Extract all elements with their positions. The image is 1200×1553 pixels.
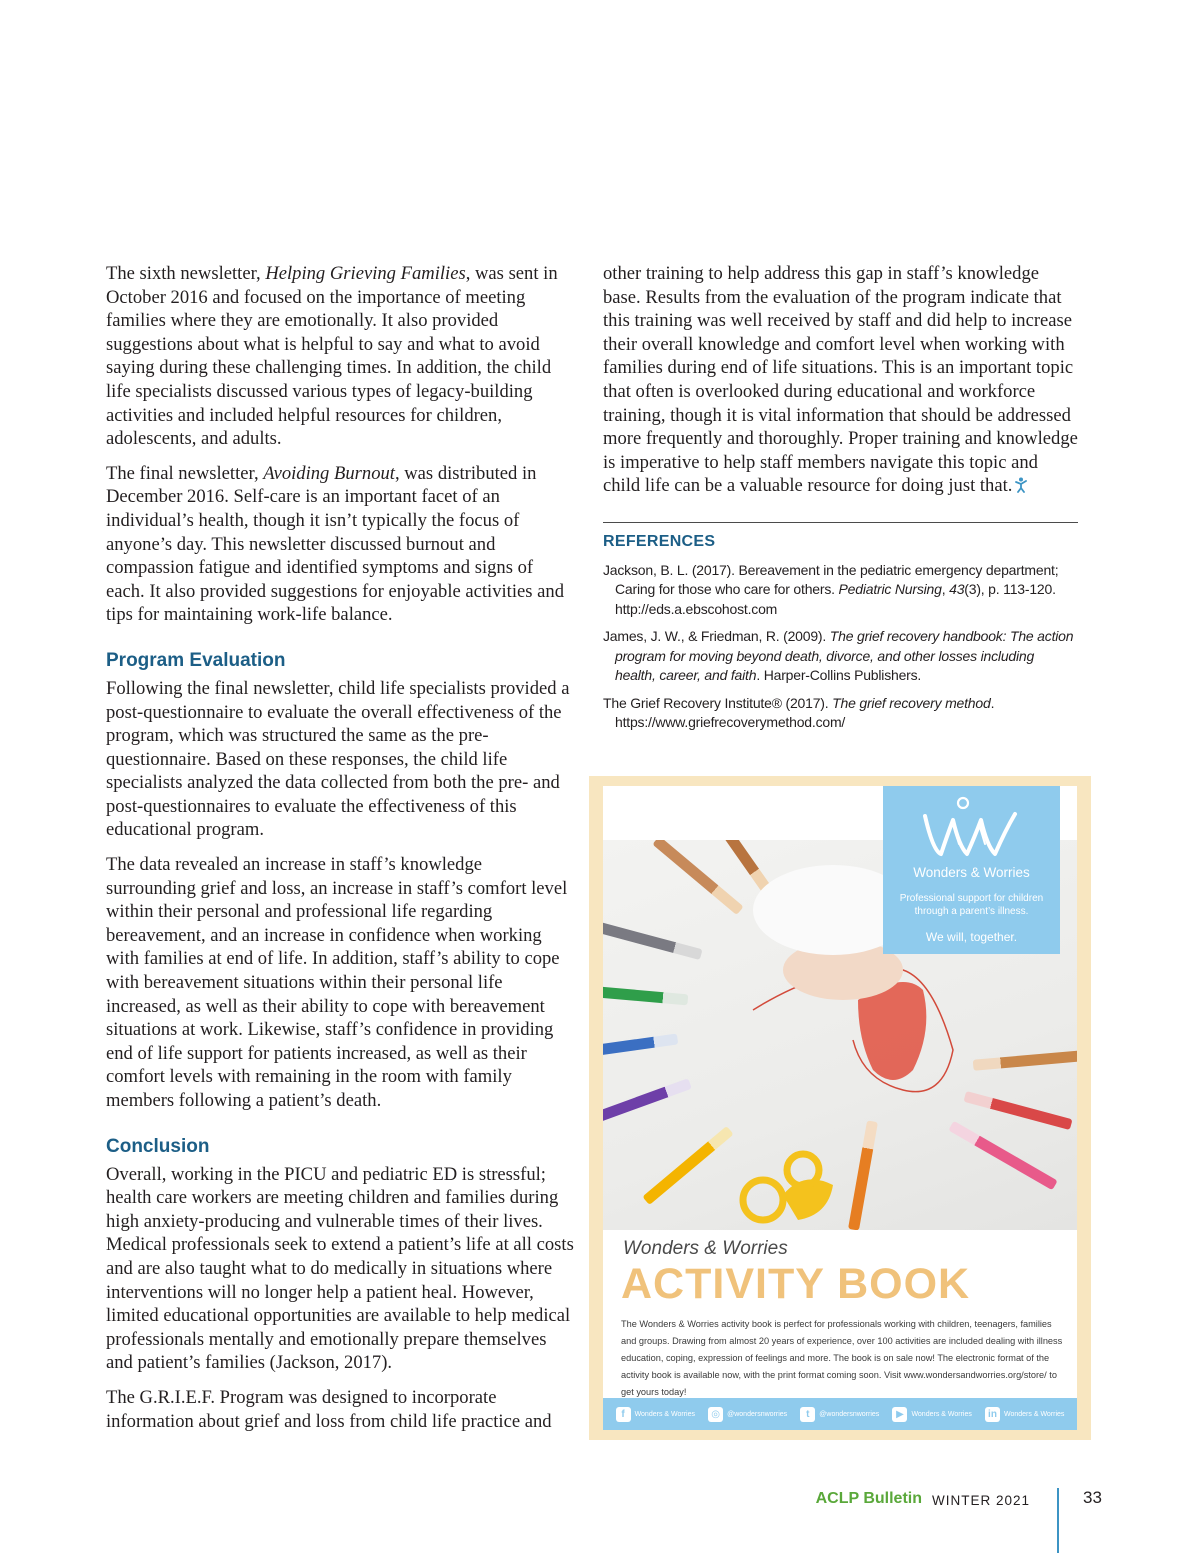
reference-jackson: Jackson, B. L. (2017). Bereavement in the pediatric emergency department; Caring for those who care for others. Pediatric Nursing, 43(3), p. 113-120. http://eds.a.ebscohost.com	[603, 561, 1059, 617]
footer-divider	[1057, 1488, 1059, 1553]
references-divider	[603, 522, 1078, 523]
paragraph-data-revealed: The data revealed an increase in staff’s knowledge surrounding grief and loss, an increase in staff’s comfort level within their personal and professional life regarding bereavement, and an increase in confidence when working with families at end of life. In addition, staff’s ability to cope with bereavement situations within their personal life increased, as well as their ability to cope with bereavement situations at work. Likewise, staff’s confidence in providing end of life support for patients increased, as well as their comfort levels with remaining in the room with family members following a patient’s death.	[106, 854, 568, 1111]
social-facebook[interactable]: f Wonders & Worries	[616, 1407, 695, 1422]
paragraph-other-training: other training to help address this gap in staff’s knowledge base. Results from the evaluation of the program indicate that this training was well received by staff and did help to increase their overall knowledge and comfort level when working with families during end of life situations. This is an important topic that often is overlooked during educational and workforce training, though it is vital information that should be addressed more frequently and thoroughly. Proper training and knowledge is imperative to help staff members navigate this topic and child life can be a valuable resource for doing just that.	[603, 262, 1078, 500]
logo-tagline: Professional support for children through a parent’s illness.	[899, 893, 1044, 917]
facebook-icon: f	[616, 1407, 631, 1422]
ad-subtitle: Wonders & Worries	[623, 1238, 788, 1259]
references-heading: REFERENCES	[603, 532, 716, 550]
social-linkedin[interactable]: in Wonders & Worries	[985, 1407, 1064, 1422]
advertisement-panel	[603, 786, 1077, 1430]
linkedin-icon: in	[985, 1407, 1000, 1422]
heading-program-evaluation: Program Evaluation	[106, 649, 286, 671]
page-footer	[0, 1488, 1200, 1548]
issue-season: WINTER 2021	[931, 1493, 1030, 1508]
social-youtube[interactable]: ▶ Wonders & Worries	[892, 1407, 971, 1422]
wonders-and-worries-logo	[883, 786, 1060, 954]
youtube-icon: ▶	[892, 1407, 907, 1422]
newsletter-title-avoiding-burnout: Avoiding Burnout	[263, 462, 395, 484]
wonders-and-worries-logo-mark	[923, 796, 1020, 862]
ad-description: The Wonders & Worries activity book is perfect for professionals working with children, teenagers, families and groups. Drawing from almost 20 years of experience, over 100 activities are included dealing with illness education, coping, expression of feelings and more. The book is on sale now! The electronic format of the activity book is available now, with the print format coming soon. Visit www.wondersandworries.org/store/ to get yours today!	[621, 1319, 1063, 1397]
reference-james-friedman: James, J. W., & Friedman, R. (2009). The grief recovery handbook: The action program for moving beyond death, divorce, and other losses including health, career, and faith. Harper-Collins Publishers.	[603, 628, 1074, 684]
social-twitter[interactable]: t @wondersnworries	[800, 1407, 879, 1422]
social-instagram[interactable]: ◎ @wondersnworries	[708, 1407, 787, 1422]
paragraph-sixth-newsletter: The sixth newsletter, Helping Grieving Families, was sent in October 2016 and focused on the importance of meeting families where they are emotionally. It also provided suggestions about what is helpful to say and what to avoid saying during these challenging times. In addition, the child life specialists discussed various types of legacy-building activities and included helpful resources for children, adolescents, and adults.	[106, 263, 558, 450]
activity-book-advertisement	[589, 776, 1091, 1440]
logo-slogan: We will, together.	[925, 930, 1018, 944]
paragraph-grief-program: The G.R.I.E.F. Program was designed to incorporate information about grief and loss from child life practice and	[106, 1386, 552, 1432]
instagram-icon: ◎	[708, 1407, 723, 1422]
child-figure-icon	[1015, 476, 1027, 500]
reference-grief-recovery-institute: The Grief Recovery Institute® (2017). The grief recovery method. https://www.griefrecoverymethod.com/	[603, 694, 995, 731]
page-number: 33	[1083, 1488, 1102, 1507]
paragraph-conclusion: Overall, working in the PICU and pediatric ED is stressful; health care workers are meeting children and families during high anxiety-producing and vulnerable times of their lives. Medical professionals seek to extend a patient’s life at all costs and are also taught what to do medically in situations where interventions will no longer help a patient heal. However, limited educational opportunities are available to help medical professionals mentally and emotionally prepare themselves and patient’s families (Jackson, 2017).	[106, 1163, 574, 1374]
left-column	[106, 262, 576, 1444]
social-media-bar	[603, 1398, 1077, 1430]
paragraph-final-newsletter: The final newsletter, Avoiding Burnout, was distributed in December 2016. Self-care is an important facet of an individual’s health, though it isn’t typically the focus of anyone’s day. This newsletter discussed burnout and compassion fatigue and identified symptoms and signs of each. It also provided suggestions for enjoyable activities and tips for maintaining work-life balance.	[106, 462, 564, 626]
right-column	[603, 262, 1078, 741]
logo-name: Wonders & Worries	[913, 865, 1030, 880]
publication-name: ACLP Bulletin	[815, 1490, 922, 1507]
paragraph-post-questionnaire: Following the final newsletter, child life specialists provided a post-questionnaire to evaluate the overall effectiveness of the program, which was structured the same as the pre-questionnaire. Based on these responses, the child life specialists analyzed the data collected from both the pre- and post-questionnaires to evaluate the effectiveness of this educational program.	[106, 677, 570, 841]
twitter-icon: t	[800, 1407, 815, 1422]
ad-title: ACTIVITY BOOK	[621, 1260, 971, 1308]
heading-conclusion: Conclusion	[106, 1135, 210, 1157]
newsletter-title-helping-grieving-families: Helping Grieving Families	[265, 263, 466, 284]
